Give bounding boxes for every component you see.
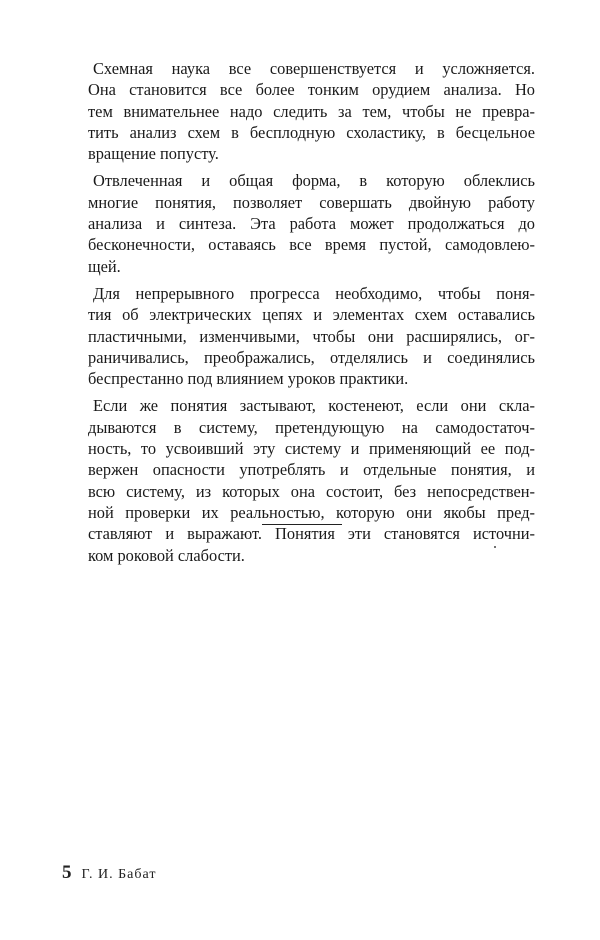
text-line: дываются в систему, претендующую на самодостаточ-	[88, 417, 535, 437]
text-line: тия об электрических цепях и элементах схем оставались	[88, 305, 535, 325]
footer-author: Г. И. Бабат	[81, 867, 157, 882]
text-line: Отвлеченная и общая форма, в которую облеклись	[93, 171, 535, 191]
text-line: беспрестанно под влиянием уроков практики.	[88, 369, 409, 389]
text-line: раничивались, преображались, отделялись и соединялись	[88, 347, 535, 367]
text-line: многие понятия, позволяет совершать двойную работу	[88, 192, 535, 212]
text-line: пластичными, изменчивыми, чтобы они расширялись, ог-	[88, 326, 535, 346]
paragraph-4	[88, 395, 535, 565]
text-line: всю систему, из которых она состоит, без непосредствен-	[88, 481, 535, 501]
text-line: вержен опасности употреблять и отдельные понятия, и	[88, 460, 535, 480]
text-line: бесконечности, оставаясь все время пустой, самодовлею-	[88, 235, 535, 255]
text-line: щей.	[88, 256, 121, 276]
text-line: тем внимательнее надо следить за тем, чтобы не превра-	[88, 101, 535, 121]
text-line: ком роковой слабости.	[88, 545, 245, 565]
text-line: тить анализ схем в бесплодную схоластику, в бесцельное	[88, 122, 535, 142]
text-line: ной проверки их реальностью, которую они якобы пред-	[88, 502, 535, 522]
text-line: Если же понятия застывают, костенеют, если они скла-	[93, 396, 535, 416]
section-divider	[262, 524, 342, 525]
text-line: ставляют и выражают. Понятия эти становятся источни-	[88, 524, 535, 544]
text-line: анализа и синтеза. Эта работа может продолжаться до	[88, 214, 535, 234]
page-footer	[62, 862, 156, 884]
signature-number: 5	[62, 862, 72, 883]
print-speck	[494, 546, 496, 548]
paragraph-3	[88, 283, 535, 389]
text-line: ность, то усвоивший эту систему и применяющий ее под-	[88, 439, 535, 459]
paragraph-1	[88, 58, 535, 164]
text-line: Схемная наука все совершенствуется и усложняется.	[93, 59, 535, 78]
body-text	[88, 58, 535, 572]
text-line: Для непрерывного прогресса необходимо, чтобы поня-	[93, 283, 535, 303]
text-line: вращение попусту.	[88, 144, 219, 164]
text-line: Она становится все более тонким орудием анализа. Но	[88, 80, 535, 100]
paragraph-2	[88, 170, 535, 276]
